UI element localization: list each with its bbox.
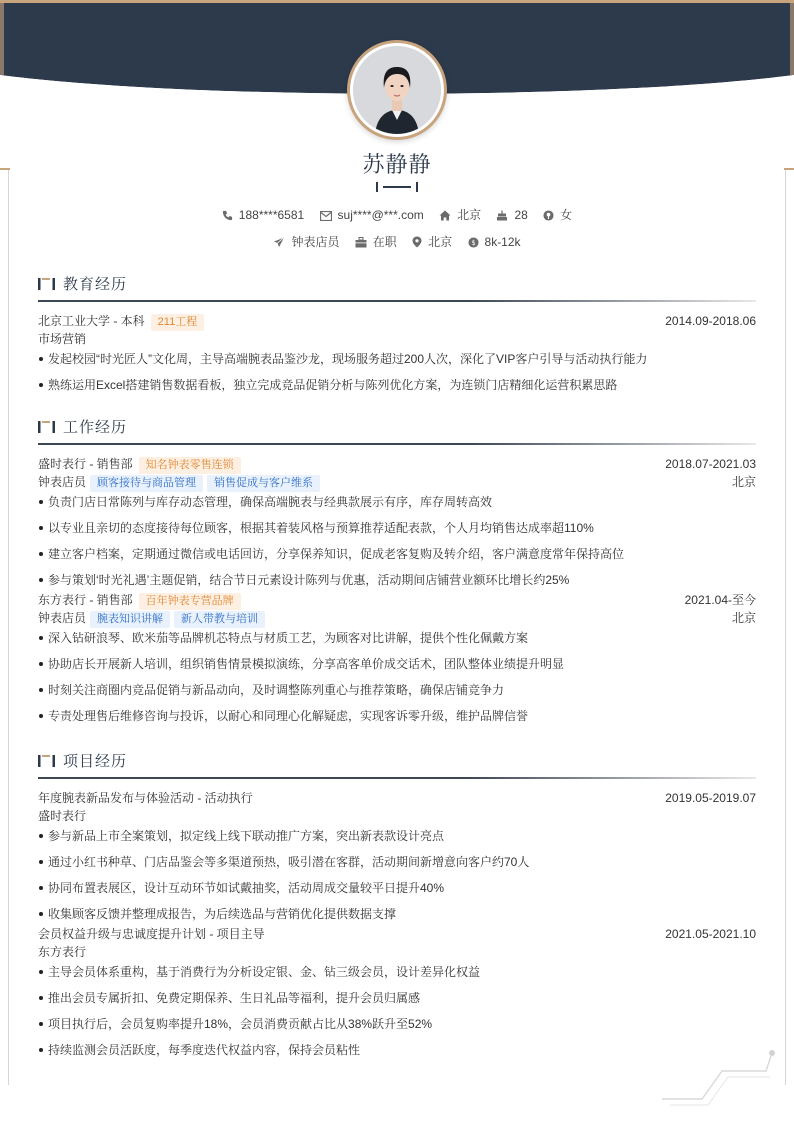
skill-tag: 销售促成与客户维系 xyxy=(207,475,320,492)
school-name: 北京工业大学 - 本科 xyxy=(38,314,145,328)
project-date: 2021.05-2021.10 xyxy=(665,927,756,941)
salary-icon xyxy=(468,237,479,248)
section-title: 教育经历 xyxy=(63,276,128,293)
company-tag: 百年钟表专营品牌 xyxy=(139,593,241,610)
work-bullets xyxy=(38,493,756,589)
company-row xyxy=(38,591,756,609)
education-header xyxy=(38,271,756,305)
name-divider xyxy=(376,182,418,192)
work-entry xyxy=(38,591,756,733)
projects-header xyxy=(38,748,756,782)
major: 市场营销 xyxy=(38,332,87,346)
work-date: 2021.04-至今 xyxy=(684,593,756,607)
contact-row xyxy=(0,206,794,223)
list-item: 深入钻研浪琴、欧米茄等品牌机芯特点与材质工艺，为顾客对比讲解，提供个性化佩戴方案 xyxy=(38,629,756,655)
location-pin-icon xyxy=(412,236,422,248)
list-item: 专责处理售后维修咨询与投诉，以耐心和同理心化解疑虑，实现客诉零升级，维护品牌信誉 xyxy=(38,707,756,733)
school-tag: 211工程 xyxy=(151,314,205,331)
school-row xyxy=(38,312,756,330)
list-item: 协同布置表展区，设计互动环节如试戴抽奖，活动周成交量较平日提升40% xyxy=(38,879,756,905)
intent-status: 在职 xyxy=(355,233,397,250)
left-frame-line xyxy=(0,170,10,1085)
intent-city: 北京 xyxy=(412,233,452,250)
section-title: 项目经历 xyxy=(63,753,128,770)
list-item: 时刻关注商圈内竞品促销与新品动向，及时调整陈列重心与推荐策略，确保店铺竞争力 xyxy=(38,681,756,707)
company-tag: 知名钟表零售连锁 xyxy=(139,457,241,474)
work-entry xyxy=(38,455,756,589)
skill-tag: 顾客接待与商品管理 xyxy=(90,475,203,492)
education-section xyxy=(38,271,756,402)
job-intent-row xyxy=(0,233,794,250)
send-icon xyxy=(273,237,285,248)
role-row xyxy=(38,473,756,491)
work-header xyxy=(38,414,756,448)
project-entry xyxy=(38,789,756,923)
list-item: 参与新品上市全案策划，拟定线上线下联动推广方案，突出新表款设计亮点 xyxy=(38,827,756,853)
section-mark-icon xyxy=(38,277,56,291)
avatar-photo xyxy=(353,46,441,134)
company-row xyxy=(38,455,756,473)
company-name: 东方表行 - 销售部 xyxy=(38,593,133,607)
list-item: 熟练运用Excel搭建销售数据看板，独立完成竞品促销分析与陈列优化方案，为连锁门店精细化运营积累思路 xyxy=(38,376,756,402)
list-item: 推出会员专属折扣、免费定期保养、生日礼品等福利，提升会员归属感 xyxy=(38,989,756,1015)
home-icon xyxy=(439,210,451,221)
contact-age: 28 xyxy=(496,208,527,222)
list-item: 协助店长开展新人培训，组织销售情景模拟演练，分享高客单价成交话术，团队整体业绩提升明显 xyxy=(38,655,756,681)
project-name: 会员权益升级与忠诚度提升计划 - 项目主导 xyxy=(38,927,265,941)
gender-icon xyxy=(543,210,554,221)
role-row xyxy=(38,609,756,627)
skill-tag: 腕表知识讲解 xyxy=(90,611,170,628)
section-mark-icon xyxy=(38,754,56,768)
list-item: 项目执行后，会员复购率提升18%，会员消费贡献占比从38%跃升至52% xyxy=(38,1015,756,1041)
list-item: 建立客户档案，定期通过微信或电话回访，分享保养知识，促成老客复购及转介绍，客户满意度常年保持高位 xyxy=(38,545,756,571)
list-item: 通过小红书种草、门店品鉴会等多渠道预热，吸引潜在客群，活动期间新增意向客户约70人 xyxy=(38,853,756,879)
project-entry xyxy=(38,925,756,1067)
intent-position: 钟表店员 xyxy=(273,233,339,250)
role-title: 钟表店员 xyxy=(38,611,87,625)
list-item: 以专业且亲切的态度接待每位顾客，根据其着装风格与预算推荐适配表款，个人月均销售达成率超110% xyxy=(38,519,756,545)
section-mark-icon xyxy=(38,420,56,434)
avatar xyxy=(347,40,447,140)
list-item: 负责门店日常陈列与库存动态管理，确保高端腕表与经典款展示有序，库存周转高效 xyxy=(38,493,756,519)
work-city: 北京 xyxy=(731,475,756,489)
education-entry xyxy=(38,312,756,402)
project-row xyxy=(38,925,756,943)
section-divider xyxy=(38,300,756,302)
svg-text:$: $ xyxy=(470,238,476,247)
work-city: 北京 xyxy=(731,611,756,625)
list-item: 收集顾客反馈并整理成报告，为后续选品与营销优化提供数据支撑 xyxy=(38,905,756,923)
work-section xyxy=(38,414,756,733)
project-date: 2019.05-2019.07 xyxy=(665,791,756,805)
role-title: 钟表店员 xyxy=(38,475,87,489)
project-org: 盛时表行 xyxy=(38,809,87,823)
project-bullets xyxy=(38,963,756,1067)
skill-tag: 新人带教与培训 xyxy=(174,611,265,628)
section-divider xyxy=(38,443,756,445)
corner-decoration xyxy=(660,1045,780,1107)
right-frame-line xyxy=(784,170,794,1085)
cake-icon xyxy=(496,210,508,221)
project-org: 东方表行 xyxy=(38,945,87,959)
contact-gender: 女 xyxy=(543,206,572,223)
briefcase-icon xyxy=(355,237,367,248)
project-name: 年度腕表新品发布与体验活动 - 活动执行 xyxy=(38,791,253,805)
contact-residence: 北京 xyxy=(439,206,481,223)
project-bullets xyxy=(38,827,756,923)
contact-email: suj****@***.com xyxy=(320,208,424,222)
projects-section xyxy=(38,748,756,1067)
contact-phone: 188****6581 xyxy=(222,208,304,222)
list-item: 持续监测会员活跃度，每季度迭代权益内容，保持会员粘性 xyxy=(38,1041,756,1067)
education-date: 2014.09-2018.06 xyxy=(665,314,756,328)
list-item: 参与策划‘时光礼遇’主题促销，结合节日元素设计陈列与优惠，活动期间店铺营业额环比增长约25% xyxy=(38,571,756,589)
list-item: 发起校园“时光匠人”文化周，主导高端腕表品鉴沙龙，现场服务超过200人次，深化了VIP客户引导与活动执行能力 xyxy=(38,350,756,376)
work-date: 2018.07-2021.03 xyxy=(665,457,756,471)
list-item: 主导会员体系重构，基于消费行为分析设定银、金、钻三级会员，设计差异化权益 xyxy=(38,963,756,989)
company-name: 盛时表行 - 销售部 xyxy=(38,457,133,471)
candidate-name: 苏静静 xyxy=(362,152,432,177)
education-bullets xyxy=(38,350,756,402)
intent-salary: $ 8k-12k xyxy=(468,235,521,249)
phone-icon xyxy=(222,210,233,221)
section-title: 工作经历 xyxy=(63,419,128,436)
project-row xyxy=(38,789,756,807)
work-bullets xyxy=(38,629,756,733)
mail-icon xyxy=(320,211,332,221)
section-divider xyxy=(38,777,756,779)
